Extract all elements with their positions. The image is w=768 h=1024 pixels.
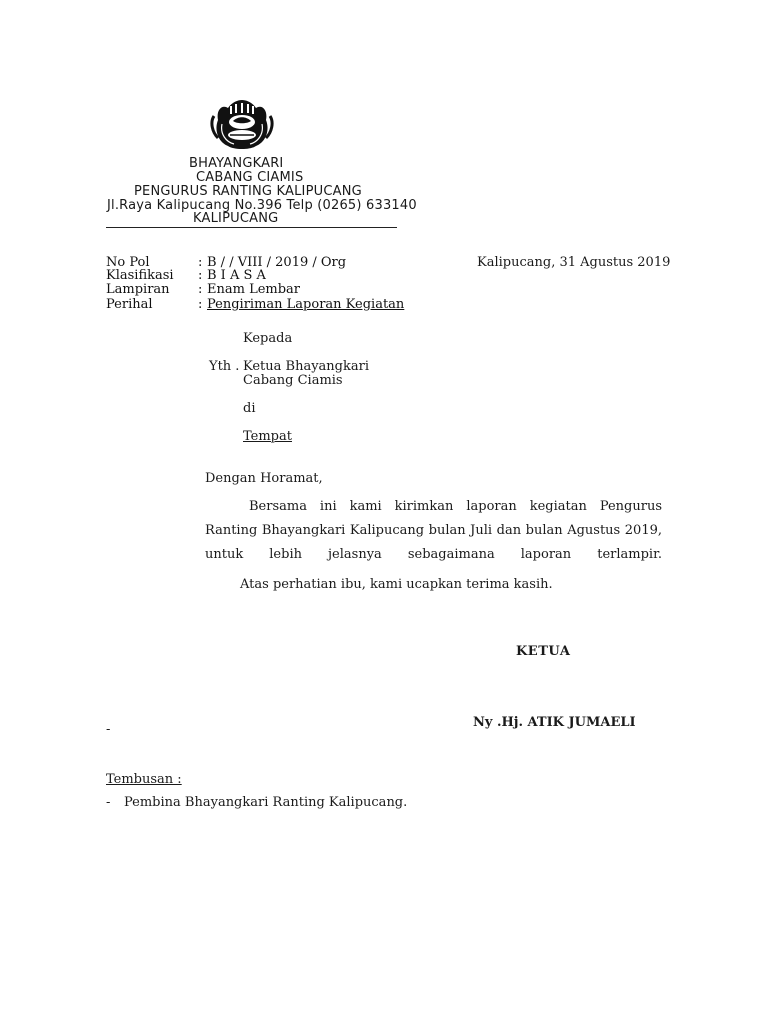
letterhead-branch: CABANG CIAMIS xyxy=(196,170,304,185)
signature-dash: - xyxy=(106,722,111,737)
letterhead-unit: PENGURUS RANTING KALIPUCANG xyxy=(134,184,362,199)
letter-greeting: Dengan Horamat, xyxy=(205,471,323,486)
meta-label-lampiran: Lampiran xyxy=(106,282,170,297)
recipient-tempat: Tempat xyxy=(243,429,292,444)
meta-value-klasifikasi: B I A S A xyxy=(207,268,266,283)
signature-title: KETUA xyxy=(516,644,571,659)
meta-colon: : xyxy=(198,297,203,312)
letter-date: Kalipucang, 31 Agustus 2019 xyxy=(477,255,671,270)
tembusan-item: Pembina Bhayangkari Ranting Kalipucang. xyxy=(124,795,408,810)
meta-colon: : xyxy=(198,282,203,297)
letter-closing: Atas perhatian ibu, kami ucapkan terima kasih. xyxy=(240,577,553,592)
meta-label-nopol: No Pol xyxy=(106,255,150,270)
recipient-di: di xyxy=(243,401,256,416)
letterhead-org: BHAYANGKARI xyxy=(189,156,284,171)
letter-paragraph-text: Bersama ini kami kirimkan laporan kegiatan Pengurus Ranting Bhayangkari Kalipucang bulan Juli dan bulan Agustus 2019, untuk lebih jelasnya sebagaimana laporan terlampir. xyxy=(205,499,662,562)
letterhead-divider xyxy=(106,227,397,228)
meta-colon: : xyxy=(198,268,203,283)
tembusan-label: Tembusan : xyxy=(106,772,182,787)
bhayangkari-emblem-icon xyxy=(208,94,276,152)
letterhead-address: Jl.Raya Kalipucang No.396 Telp (0265) 633140 xyxy=(107,198,417,213)
meta-value-perihal: Pengiriman Laporan Kegiatan xyxy=(207,297,405,312)
recipient-yth: Yth . xyxy=(209,359,240,374)
letterhead-city: KALIPUCANG xyxy=(193,211,279,226)
recipient-line2: Cabang Ciamis xyxy=(243,373,343,388)
meta-label-klasifikasi: Klasifikasi xyxy=(106,268,174,283)
meta-colon: : xyxy=(198,255,203,270)
recipient-line1: Ketua Bhayangkari xyxy=(243,359,370,374)
signature-name: Ny .Hj. ATIK JUMAELI xyxy=(473,715,636,730)
tembusan-bullet: - xyxy=(106,795,111,810)
meta-value-nopol: B / / VIII / 2019 / Org xyxy=(207,255,347,270)
meta-value-lampiran: Enam Lembar xyxy=(207,282,301,297)
recipient-kepada: Kepada xyxy=(243,331,293,346)
meta-label-perihal: Perihal xyxy=(106,297,153,312)
